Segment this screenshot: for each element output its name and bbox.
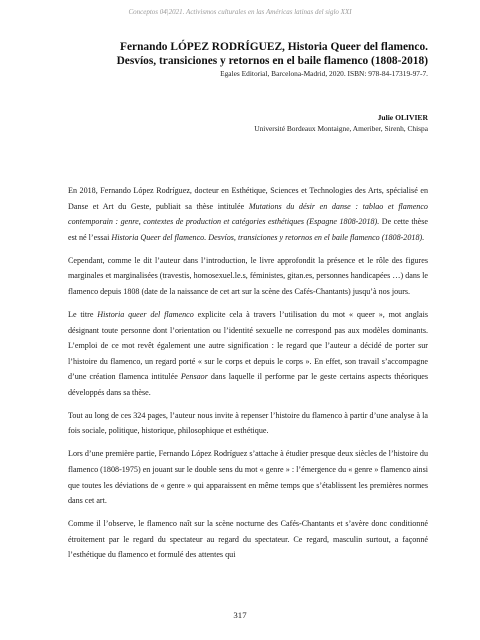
paragraph-2: Cependant, comme le dit l’auteur dans l’introduction, le livre approfondit la présence et le rôle des figures marginales et marginalisées (travestis, homosexuel.le.s, féministes, gitan.es, personnes handicapées …) dans le flamenco depuis 1808 (date de la naissance de cet art sur la scène des Cafés-Chantants) jusqu’à nos jours. xyxy=(68,255,428,296)
paragraph-5: Lors d’une première partie, Fernando López Rodríguez s’attache à étudier presque deux siècles de l’histoire du flamenco (1808-1975) en jouant sur le double sens du mot « genre » : l’émergence du « genre » flamenco ainsi que toutes les déviations de « genre » qui apparaissent en même temps que s’établissent les premières normes dans cet art. xyxy=(68,449,428,506)
p3-book-title: Historia queer del flamenco xyxy=(97,309,194,319)
paragraph-4: Tout au long de ces 324 pages, l’auteur nous invite à repenser l’histoire du flamenco à partir d’une analyse à la fois sociale, politique, historique, philosophique et esthétique. xyxy=(68,410,428,436)
page-number: 317 xyxy=(233,610,247,620)
p1-text-a: En 2018, Fernando López Rodríguez, docteur en Esthétique, Sciences et Technologies des Arts, spécialisé en Danse et Art du Geste, publiait sa thèse intitulée xyxy=(68,186,428,211)
p3-text-c: explicite cela à travers l’utilisation du mot « queer », mot anglais désignant toute personne dont l’orientation ou l’identité sexuelle ne correspond pas aux modèles dominants. L’emploi de ce mot revêt également une autre signification : le regard que l’auteur a décidé de porter sur l’histoire du flamenco, un regard porté « sur le corps et depuis le corps ». En effet, son travail s’accompagne d’une création flamenca intitulée xyxy=(68,309,428,382)
p3-creation-title: Pensaor xyxy=(180,372,208,382)
review-title-line-1: Fernando LÓPEZ RODRÍGUEZ, Historia Queer del flamenco. xyxy=(120,41,428,53)
running-header: Conceptos 04|2021. Activismos culturales en las Américas latinas del siglo XXI xyxy=(128,8,352,16)
review-title-line-2: Desvíos, transiciones y retornos en el baile flamenco (1808-2018) xyxy=(116,55,428,67)
body-text xyxy=(68,183,428,570)
paragraph-1 xyxy=(68,183,428,245)
paragraph-3 xyxy=(68,307,428,401)
p1-book-title: Historia Queer del flamenco. Desvíos, transiciones y retornos en el baile flamenco (1808-2018). xyxy=(111,232,425,242)
paragraph-6: Comme il l’observe, le flamenco naît sur la scène nocturne des Cafés-Chantants et s’avère donc conditionné étroitement par le regard du spectateur au regard du spectateur. Ce regard, masculin surtout, a façonné l’esthétique du flamenco et formulé des attentes qui xyxy=(68,519,428,560)
reviewer-name: Julie OLIVIER xyxy=(377,113,428,122)
p1-thesis-title: Mutations du désir en danse : tablao et flamenco contemporain : genre, contextes de production et catégories esthétiques (Espagne 1808-2018). xyxy=(68,201,428,227)
p3-text-e: dans laquelle il performe par le geste certains aspects théoriques développés dans sa thèse. xyxy=(68,372,429,397)
publication-info: Egales Editorial, Barcelona-Madrid, 2020. ISBN: 978-84-17319-97-7. xyxy=(220,69,428,78)
p3-text-a: Le titre xyxy=(68,309,98,319)
reviewer-affiliation: Université Bordeaux Montaigne, Ameriber, Sirenh, Chispa xyxy=(254,124,428,133)
p1-text-c: De cette thèse est né l’essai xyxy=(68,217,428,242)
